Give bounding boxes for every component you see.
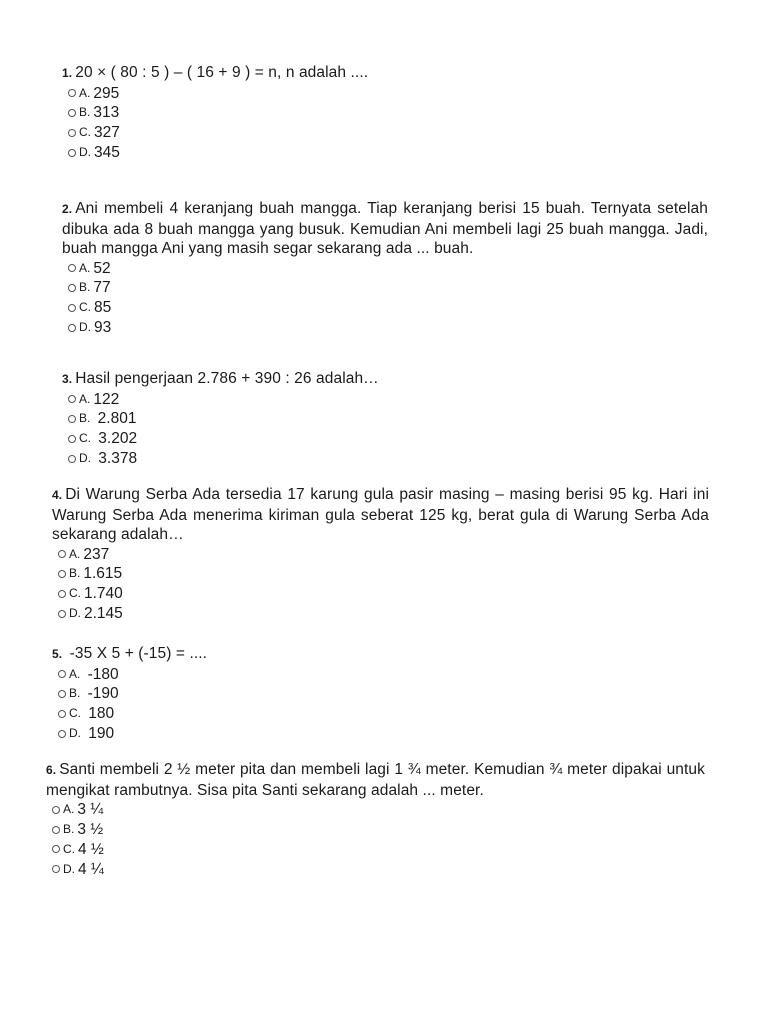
question-body: -35 X 5 + (-15) = .... — [65, 645, 208, 662]
option-a[interactable] — [58, 545, 709, 565]
option-a[interactable] — [52, 800, 705, 820]
option-value: 77 — [93, 279, 111, 297]
question-number: 2. — [62, 202, 73, 216]
question-number: 4. — [52, 488, 63, 502]
answer-options — [52, 800, 705, 879]
radio-button-icon[interactable] — [58, 610, 66, 618]
option-b[interactable] — [58, 684, 702, 704]
option-value: 52 — [93, 259, 111, 277]
option-value: -190 — [83, 685, 119, 703]
option-a[interactable] — [68, 259, 708, 279]
answer-options — [68, 390, 708, 469]
option-c[interactable] — [68, 429, 708, 449]
option-value: 3.378 — [94, 450, 138, 468]
option-letter: D. — [69, 606, 81, 621]
option-c[interactable] — [58, 584, 709, 604]
question-5 — [52, 644, 702, 744]
radio-button-icon[interactable] — [58, 670, 66, 678]
radio-button-icon[interactable] — [52, 826, 60, 834]
option-value: 180 — [84, 705, 115, 723]
option-value: 2.145 — [84, 605, 123, 623]
option-letter: B. — [79, 105, 91, 120]
radio-button-icon[interactable] — [68, 324, 76, 332]
option-value: -180 — [83, 665, 119, 683]
question-number: 3. — [62, 372, 73, 386]
option-value: 4 ¼ — [78, 860, 104, 878]
question-text — [46, 760, 705, 800]
option-c[interactable] — [68, 298, 708, 318]
radio-button-icon[interactable] — [68, 109, 76, 117]
option-d[interactable] — [52, 859, 705, 879]
option-letter: D. — [79, 451, 91, 466]
radio-button-icon[interactable] — [68, 395, 76, 403]
option-c[interactable] — [68, 123, 712, 143]
question-text — [62, 63, 712, 84]
radio-button-icon[interactable] — [68, 149, 76, 157]
option-value: 1.615 — [83, 565, 123, 583]
option-letter: B. — [79, 280, 91, 295]
question-text — [62, 199, 708, 259]
option-letter: D. — [79, 145, 91, 160]
option-c[interactable] — [52, 840, 705, 860]
option-letter: B. — [69, 566, 81, 581]
radio-button-icon[interactable] — [68, 435, 76, 443]
radio-button-icon[interactable] — [52, 806, 60, 814]
radio-button-icon[interactable] — [58, 550, 66, 558]
option-letter: C. — [79, 300, 91, 315]
radio-button-icon[interactable] — [58, 730, 66, 738]
option-d[interactable] — [68, 143, 712, 163]
option-b[interactable] — [68, 409, 708, 429]
question-body: 20 × ( 80 : 5 ) – ( 16 + 9 ) = n, n adalah .... — [75, 64, 369, 81]
radio-button-icon[interactable] — [68, 264, 76, 272]
radio-button-icon[interactable] — [58, 590, 66, 598]
option-d[interactable] — [58, 724, 702, 744]
question-4 — [52, 485, 709, 624]
option-b[interactable] — [68, 103, 712, 123]
question-number: 1. — [62, 66, 73, 80]
option-letter: A. — [79, 260, 91, 275]
question-body: Hasil pengerjaan 2.786 + 390 : 26 adalah… — [75, 370, 379, 387]
option-value: 3 ¼ — [77, 801, 104, 819]
option-value: 1.740 — [84, 585, 123, 603]
radio-button-icon[interactable] — [58, 690, 66, 698]
option-letter: A. — [69, 546, 81, 561]
question-text — [52, 485, 709, 545]
answer-options — [68, 84, 712, 163]
option-value: 313 — [93, 104, 120, 122]
option-b[interactable] — [52, 820, 705, 840]
option-letter: D. — [63, 861, 75, 876]
option-a[interactable] — [68, 84, 712, 104]
option-letter: C. — [63, 841, 75, 856]
option-b[interactable] — [58, 564, 709, 584]
radio-button-icon[interactable] — [58, 710, 66, 718]
option-letter: D. — [69, 726, 81, 741]
option-value: 93 — [94, 319, 112, 337]
radio-button-icon[interactable] — [52, 845, 60, 853]
option-letter: C. — [79, 431, 91, 446]
option-value: 327 — [94, 124, 120, 142]
option-letter: C. — [69, 706, 81, 721]
question-body: Ani membeli 4 keranjang buah mangga. Tiap keranjang berisi 15 buah. Ternyata setelah dibuka ada 8 buah mangga yang busuk. Kemudian Ani membeli lagi 25 buah mangga. Jadi, buah mangga Ani yang masih segar sekarang ada ... buah. — [62, 200, 708, 257]
question-3 — [62, 369, 708, 469]
radio-button-icon[interactable] — [68, 129, 76, 137]
option-value: 345 — [94, 144, 120, 162]
question-text — [62, 369, 708, 390]
question-body: Di Warung Serba Ada tersedia 17 karung gula pasir masing – masing berisi 95 kg. Hari ini Warung Serba Ada menerima kiriman gula seberat 125 kg, berat gula di Warung Serba Ada sekarang adalah… — [52, 486, 709, 543]
radio-button-icon[interactable] — [68, 455, 76, 463]
option-value: 122 — [93, 390, 120, 408]
option-value: 237 — [83, 545, 110, 563]
radio-button-icon[interactable] — [68, 284, 76, 292]
option-value: 3 ½ — [77, 820, 104, 838]
option-letter: C. — [79, 125, 91, 140]
option-letter: B. — [79, 411, 91, 426]
option-a[interactable] — [68, 390, 708, 410]
option-value: 295 — [93, 84, 120, 102]
option-value: 3.202 — [94, 430, 138, 448]
option-b[interactable] — [68, 278, 708, 298]
radio-button-icon[interactable] — [68, 89, 76, 97]
option-letter: B. — [63, 821, 75, 836]
option-letter: A. — [69, 666, 81, 681]
question-number: 5. — [52, 647, 63, 661]
question-6 — [46, 760, 705, 879]
question-1 — [62, 63, 712, 163]
option-value: 85 — [94, 299, 112, 317]
option-a[interactable] — [58, 665, 702, 685]
option-letter: C. — [69, 586, 81, 601]
option-letter: A. — [79, 85, 91, 100]
radio-button-icon[interactable] — [68, 304, 76, 312]
answer-options — [68, 259, 708, 338]
question-text — [52, 644, 702, 665]
option-c[interactable] — [58, 704, 702, 724]
radio-button-icon[interactable] — [68, 415, 76, 423]
option-value: 2.801 — [93, 410, 137, 428]
radio-button-icon[interactable] — [52, 865, 60, 873]
question-number: 6. — [46, 763, 57, 777]
option-letter: B. — [69, 686, 81, 701]
option-value: 190 — [84, 725, 115, 743]
radio-button-icon[interactable] — [58, 570, 66, 578]
question-2 — [62, 199, 708, 338]
option-d[interactable] — [58, 604, 709, 624]
option-letter: D. — [79, 320, 91, 335]
answer-options — [58, 665, 702, 744]
option-letter: A. — [79, 391, 91, 406]
option-letter: A. — [63, 802, 75, 817]
answer-options — [58, 545, 709, 624]
option-d[interactable] — [68, 449, 708, 469]
option-d[interactable] — [68, 318, 708, 338]
question-body: Santi membeli 2 ½ meter pita dan membeli lagi 1 ¾ meter. Kemudian ¾ meter dipakai untuk mengikat rambutnya. Sisa pita Santi sekarang adalah ... meter. — [46, 761, 705, 799]
option-value: 4 ½ — [78, 840, 104, 858]
